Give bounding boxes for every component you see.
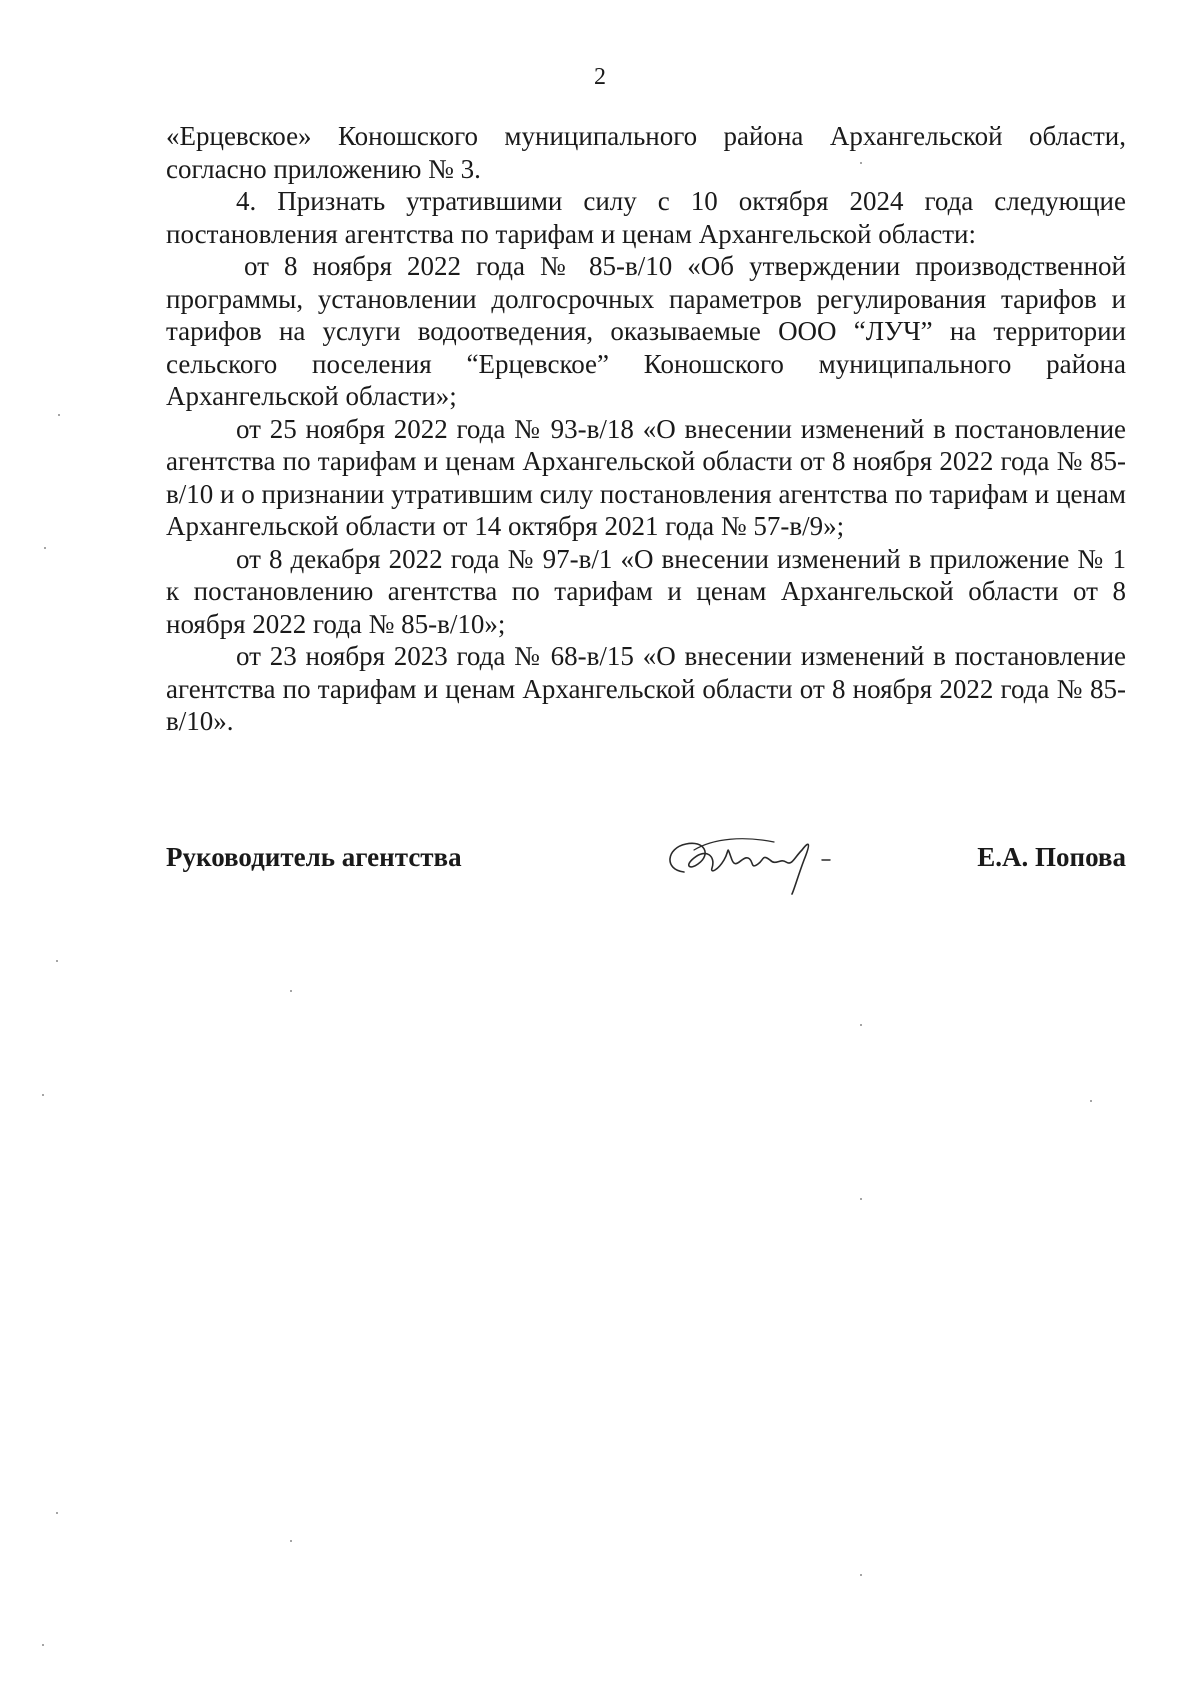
- scan-speck: [42, 1094, 44, 1096]
- document-body: [166, 120, 1126, 738]
- paragraph-continuation: «Ерцевское» Коношского муниципального района Архангельской области, согласно приложению № 3.: [166, 121, 1126, 184]
- scan-speck: [860, 1198, 862, 1200]
- scan-speck: [860, 1024, 862, 1026]
- handwritten-signature: [654, 820, 854, 900]
- scan-speck: [860, 1574, 862, 1576]
- scan-speck: [42, 1644, 44, 1646]
- scan-speck: [1090, 1100, 1092, 1102]
- scan-speck: [58, 414, 60, 416]
- scan-speck: [860, 162, 862, 164]
- scan-speck: [56, 960, 58, 962]
- paragraph-decree-85: от 8 ноября 2022 года № 85-в/10 «Об утверждении производственной программы, установлении долгосрочных параметров регулирования тарифов и тарифов на услуги водоотведения, оказываемые ООО “ЛУЧ” на территории сельского поселения “Ерцевское” Коношского муниципального района Архангельской области»;: [166, 251, 1126, 411]
- paragraph-decree-68: от 23 ноября 2023 года № 68-в/15 «О внесении изменений в постановление агентства по тарифам и ценам Архангельской области от 8 ноября 2022 года № 85-в/10».: [166, 641, 1126, 736]
- paragraph-decree-93: от 25 ноября 2022 года № 93-в/18 «О внесении изменений в постановление агентства по тарифам и ценам Архангельской области от 8 ноября 2022 года № 85-в/10 и о признании утратившим силу постановления агентства по тарифам и ценам Архангельской области от 14 октября 2021 года № 57-в/9»;: [166, 413, 1126, 541]
- paragraph-decree-97: от 8 декабря 2022 года № 97-в/1 «О внесении изменений в приложение № 1 к постановлению агентства по тарифам и ценам Архангельской области от 8 ноября 2022 года № 85-в/10»;: [166, 543, 1126, 639]
- scan-speck: [44, 547, 46, 549]
- page-number: 2: [594, 64, 606, 90]
- scan-speck: [56, 1512, 58, 1514]
- signature-block: [166, 820, 1126, 920]
- paragraph-item-4: 4. Признать утратившими силу с 10 октября 2024 года следующие постановления агентства по тарифам и ценам Архангельской области:: [166, 186, 1126, 249]
- scan-speck: [290, 1540, 292, 1542]
- signatory-position: Руководитель агентства: [166, 842, 462, 872]
- signatory-name: Е.А. Попова: [977, 842, 1126, 872]
- scan-speck: [290, 990, 292, 992]
